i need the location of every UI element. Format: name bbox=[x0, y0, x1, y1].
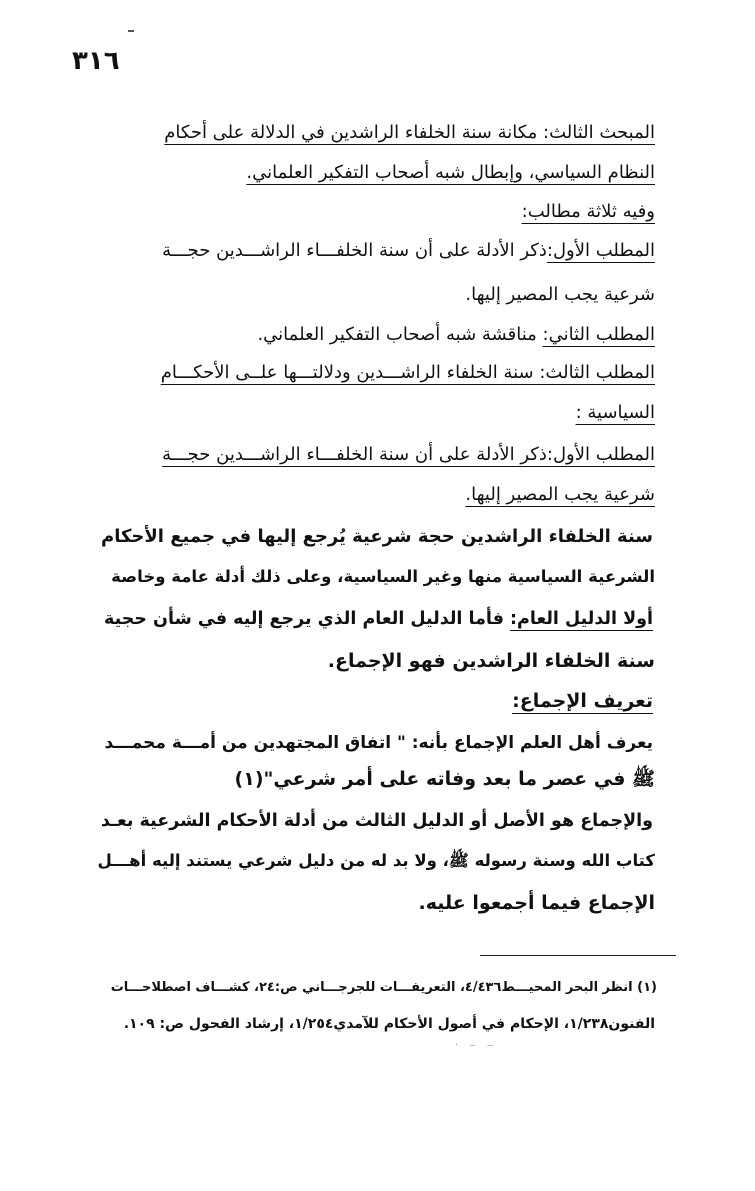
subsections-intro: وفيه ثلاثة مطالب: bbox=[521, 201, 655, 222]
toc-item-3-text: سنة الخلفاء الراشـــدين ودلالتـــها علــى الأحكـــام bbox=[160, 362, 540, 383]
paragraph-3-line-1: يعرف أهل العلم الإجماع بأنه: " اتفاق المجتهدين من أمـــة محمـــد bbox=[104, 733, 653, 753]
general-evidence-label: أولا الدليل العام: bbox=[510, 609, 653, 629]
toc-item-1-line-1 bbox=[102, 238, 655, 264]
subsection-heading-line-1: المطلب الأول:ذكر الأدلة على أن سنة الخلفـــاء الراشـــدين حجـــة bbox=[162, 444, 655, 465]
toc-item-2-label: المطلب الثاني: bbox=[542, 324, 655, 345]
section-heading-line-1: المبحث الثالث: مكانة سنة الخلفاء الراشدين في الدلالة على أحكام bbox=[164, 122, 655, 143]
paragraph-3-line-2: ﷺ في عصر ما بعد وفاته على أمر شرعي"(١) bbox=[234, 768, 655, 790]
paragraph-4-line-1: والإجماع هو الأصل أو الدليل الثالث من أدلة الأحكام الشرعية بعـد bbox=[100, 811, 653, 831]
toc-item-2 bbox=[257, 322, 655, 348]
paragraph-4-line-2: كتاب الله وسنة رسوله ﷺ، ولا بد له من دليل شرعي يستند إليه أهـــل bbox=[97, 851, 655, 870]
footnote-line-1: (١) انظر البحر المحيـــط٤/٤٣٦، التعريفـــات للجرجـــاني ص:٢٤، كشـــاف اصطلاحـــات bbox=[110, 980, 657, 995]
paragraph-2-line-1 bbox=[104, 606, 653, 632]
footnote-separator bbox=[480, 955, 676, 956]
section-heading-line-2: النظام السياسي، وإبطال شبه أصحاب التفكير العلماني. bbox=[246, 162, 655, 183]
page-number: ٣١٦ bbox=[72, 46, 120, 76]
subsection-heading-line-2: شرعية يجب المصير إليها. bbox=[465, 484, 655, 505]
toc-item-1-label: المطلب الأول: bbox=[546, 240, 655, 261]
toc-item-3-label: المطلب الثالث: bbox=[539, 362, 655, 383]
toc-item-1-line-2: شرعية يجب المصير إليها. bbox=[465, 284, 655, 305]
scan-specks: · ‒ ‒ bbox=[455, 1040, 498, 1051]
paragraph-1-line-1: سنة الخلفاء الراشدين حجة شرعية يُرجع إليها في جميع الأحكام bbox=[101, 526, 653, 547]
paragraph-1-line-2: الشرعية السياسية منها وغير السياسية، وعلى ذلك أدلة عامة وخاصة bbox=[111, 567, 655, 586]
paragraph-4-line-3: الإجماع فيما أجمعوا عليه. bbox=[418, 892, 655, 914]
footnote-line-2: الفنون١/٢٣٨، الإحكام في أصول الأحكام للآمدي١/٢٥٤، إرشاد الفحول ص: ١٠٩. bbox=[123, 1016, 655, 1032]
toc-item-3-line-2: السياسية : bbox=[575, 402, 655, 423]
paragraph-2-line-2: سنة الخلفاء الراشدين فهو الإجماع. bbox=[327, 650, 655, 672]
scan-mark bbox=[128, 30, 134, 32]
toc-item-3-line-1 bbox=[102, 360, 655, 386]
toc-item-2-text: مناقشة شبه أصحاب التفكير العلماني. bbox=[257, 324, 543, 345]
toc-item-1-text: ذكر الأدلة على أن سنة الخلفـــاء الراشـــدين حجـــة bbox=[162, 240, 547, 261]
definition-heading: تعريف الإجماع: bbox=[512, 690, 653, 712]
general-evidence-text: فأما الدليل العام الذي يرجع إليه في شأن حجية bbox=[103, 609, 511, 629]
